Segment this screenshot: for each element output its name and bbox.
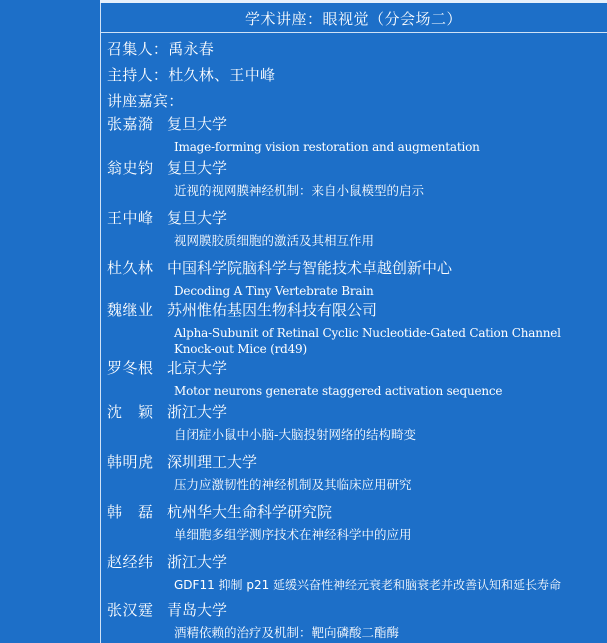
speaker-institution: 青岛大学 <box>167 601 228 619</box>
speaker-name: 翁史钧 <box>107 159 154 177</box>
speaker-institution: 复旦大学 <box>167 209 228 227</box>
talk-title: 自闭症小鼠中小脑-大脑投射网络的结构畸变 <box>174 427 417 442</box>
speaker-entry <box>107 600 607 641</box>
speaker-institution: 中国科学院脑科学与智能技术卓越创新中心 <box>167 259 453 277</box>
talk-title: Image-forming vision restoration and augmentation <box>174 140 480 154</box>
speaker-name: 张汉霆 <box>107 601 154 619</box>
speaker-entry <box>107 114 607 155</box>
speaker-name: 沈 颖 <box>107 403 154 421</box>
speaker-name: 张嘉漪 <box>107 115 154 133</box>
talk-title: Alpha-Subunit of Retinal Cyclic Nucleotide-Gated Cation Channel Knock-out Mice (rd49) <box>174 326 561 356</box>
talk-title: 单细胞多组学测序技术在神经科学中的应用 <box>174 527 412 542</box>
talk-title: 压力应激韧性的神经机制及其临床应用研究 <box>174 477 412 492</box>
session-title: 学术讲座：眼视觉（分会场二） <box>244 10 462 28</box>
speaker-institution: 北京大学 <box>167 359 228 377</box>
talk-title: 酒精依赖的治疗及机制：靶向磷酸二酯酶 <box>174 625 400 640</box>
speaker-entry <box>107 300 607 357</box>
speaker-entry <box>107 502 607 543</box>
speaker-name: 韩明虎 <box>107 453 154 471</box>
speaker-institution: 苏州惟佑基因生物科技有限公司 <box>167 301 378 319</box>
talk-title: 视网膜胶质细胞的激活及其相互作用 <box>174 233 375 248</box>
speaker-entry <box>107 402 607 443</box>
host-line: 主持人：杜久林、王中峰 <box>107 66 276 84</box>
speaker-entry <box>107 358 607 399</box>
speaker-institution: 深圳理工大学 <box>167 453 258 471</box>
speaker-institution: 复旦大学 <box>167 159 228 177</box>
speaker-entry <box>107 208 607 249</box>
speakers-label: 讲座嘉宾： <box>107 92 184 110</box>
speaker-name: 韩 磊 <box>107 503 154 521</box>
speaker-entry <box>107 552 607 593</box>
speaker-name: 魏继业 <box>107 301 154 319</box>
title-divider <box>100 32 607 33</box>
speaker-institution: 浙江大学 <box>167 403 228 421</box>
speaker-entry <box>107 158 607 199</box>
speaker-name: 赵经纬 <box>107 553 154 571</box>
speaker-institution: 复旦大学 <box>167 115 228 133</box>
speaker-entry <box>107 258 607 299</box>
talk-title: Motor neurons generate staggered activation sequence <box>174 384 503 398</box>
speaker-institution: 杭州华大生命科学研究院 <box>167 503 333 521</box>
speaker-name: 王中峰 <box>107 209 154 227</box>
convener-line: 召集人：禹永春 <box>107 40 215 58</box>
speaker-entry <box>107 452 607 493</box>
speaker-name: 罗冬根 <box>107 359 154 377</box>
speaker-institution: 浙江大学 <box>167 553 228 571</box>
speaker-name: 杜久林 <box>107 259 154 277</box>
top-rule <box>100 0 607 3</box>
talk-title: GDF11 抑制 p21 延缓兴奋性神经元衰老和脑衰老并改善认知和延长寿命 <box>174 578 562 592</box>
talk-title: 近视的视网膜神经机制：来自小鼠模型的启示 <box>174 183 425 198</box>
talk-title: Decoding A Tiny Vertebrate Brain <box>174 284 374 298</box>
